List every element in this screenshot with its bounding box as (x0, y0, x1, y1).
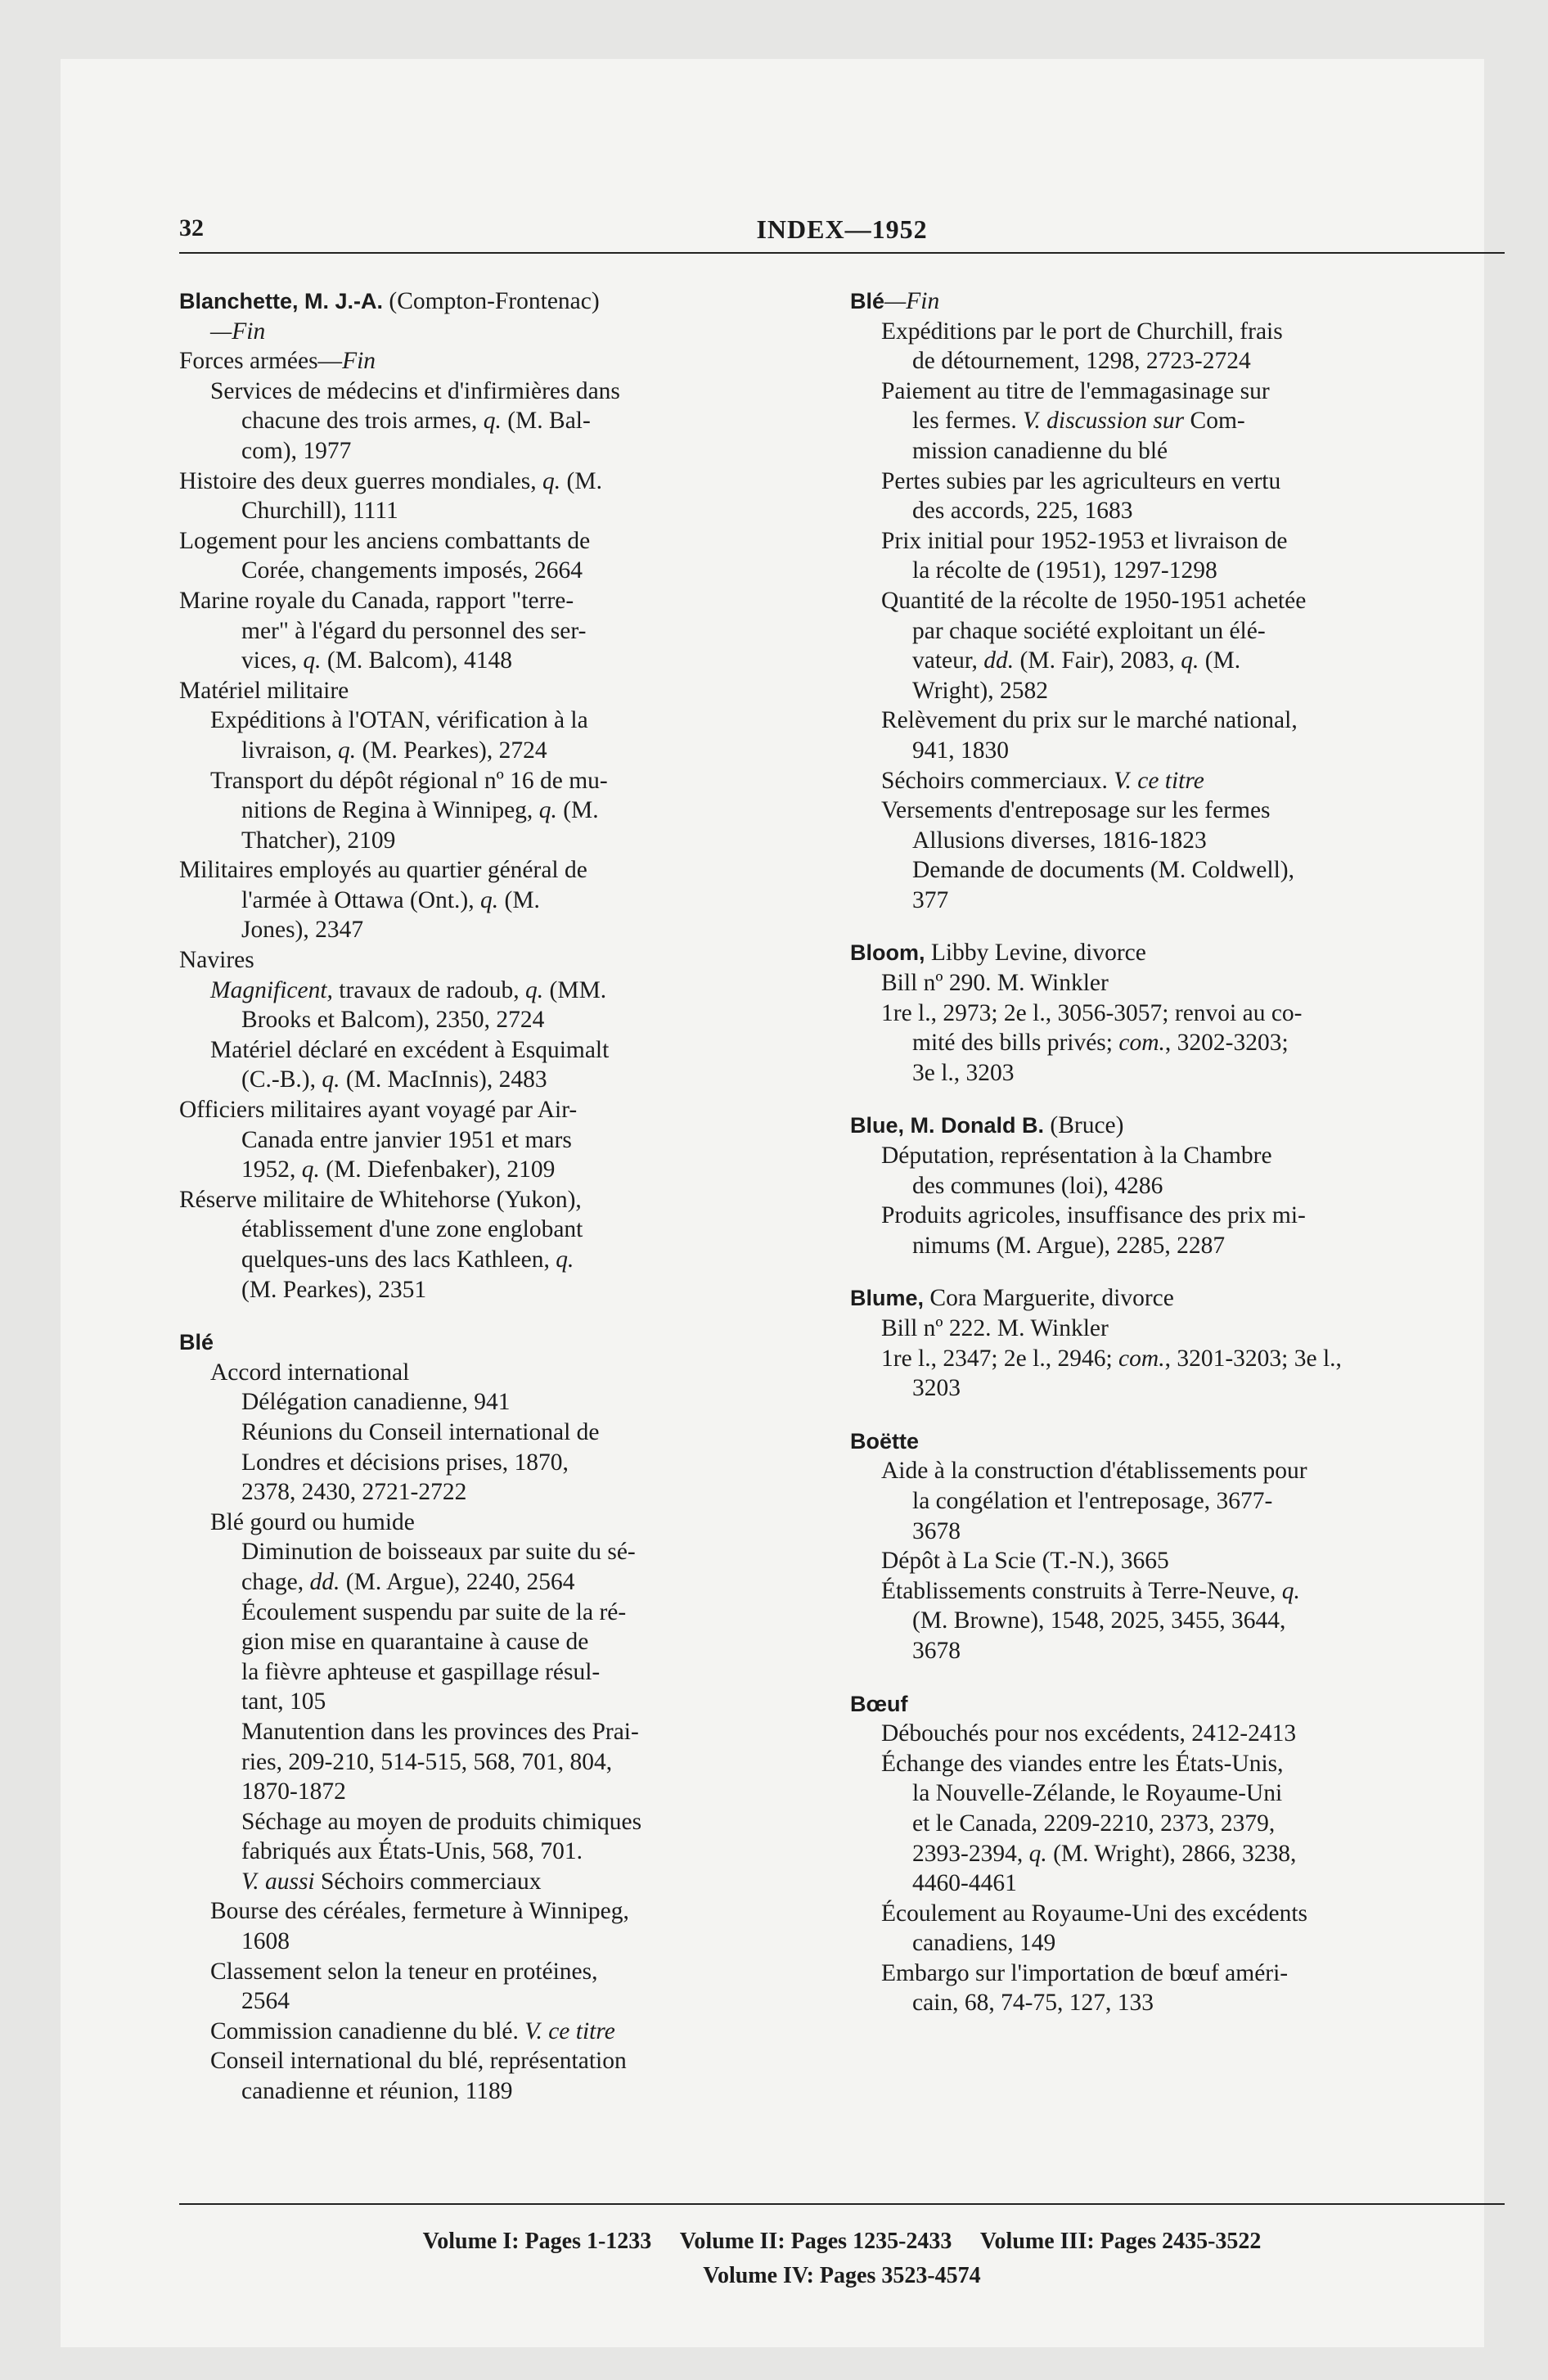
index-entry-line (179, 1448, 817, 1478)
index-entry-line (179, 556, 817, 586)
index-heading-line (179, 855, 817, 886)
index-entry-text: quelques-uns des lacs Kathleen, (241, 1246, 556, 1273)
index-entry-text: Cora Marguerite, divorce (924, 1285, 1174, 1312)
index-entry-text: Diminution de boisseaux par suite du sé- (241, 1539, 636, 1566)
index-entry-line (179, 1687, 817, 1717)
footer-line-2: Volume IV: Pages 3523-4574 (703, 2263, 981, 2288)
index-entry-text: Séchoirs commerciaux. (881, 767, 1114, 794)
index-entry-text: Séchage au moyen de produits chimiques (241, 1808, 642, 1835)
index-entry-text: chage, (241, 1568, 310, 1595)
index-entry-line (179, 616, 817, 647)
index-entry-text: Réunions du Conseil international de (241, 1418, 600, 1445)
index-entry-text: Paiement au titre de l'emmagasinage sur (881, 377, 1270, 404)
index-entry-line (850, 1231, 1505, 1261)
index-entry-text: 1608 (241, 1928, 290, 1955)
index-entry-line (179, 1418, 817, 1448)
index-entry-text: Libby Levine, divorce (925, 940, 1146, 967)
index-heading-text: Blume, (850, 1286, 925, 1311)
index-entry-text: nimums (M. Argue), 2285, 2287 (912, 1232, 1226, 1259)
index-entry-line (179, 1867, 817, 1897)
index-entry-line (850, 1606, 1505, 1636)
index-entry-line (179, 736, 817, 766)
index-entry-text: q. (1181, 647, 1199, 674)
index-entry-text: mer" à l'égard du personnel des ser- (241, 617, 587, 644)
index-heading-text: Bloom, (850, 940, 925, 966)
right-column (850, 286, 1505, 2018)
footer-line-1: Volume I: Pages 1-1233 Volume II: Pages 1235-2433 Volume III: Pages 2435-3522 (422, 2229, 1262, 2254)
index-entry-text: —Fin (884, 288, 940, 314)
index-heading-line (850, 1111, 1505, 1141)
index-entry-text: 2564 (241, 1988, 290, 2015)
entry-gap (850, 1088, 1505, 1111)
index-entry-text: nitions de Regina à Winnipeg, (241, 797, 539, 824)
index-entry-text: la congélation et l'entreposage, 3677- (912, 1487, 1273, 1514)
index-entry-text: Marine royale du Canada, rapport "terre- (179, 587, 574, 614)
index-entry-line (850, 1546, 1505, 1576)
index-entry-line (850, 1778, 1505, 1809)
index-entry-line (850, 1868, 1505, 1899)
index-entry-text: q. (338, 737, 357, 764)
index-entry-text: (M. Wright), 2866, 3238, (1046, 1840, 1297, 1867)
index-entry-text: canadienne et réunion, 1189 (241, 2078, 513, 2105)
index-entry-text: 3678 (912, 1637, 961, 1664)
index-entry-text: Com- (1184, 408, 1245, 435)
index-entry-text: (M. MacInnis), 2483 (340, 1066, 547, 1093)
index-entry-line (179, 915, 817, 945)
index-entry-line (850, 705, 1505, 736)
index-entry-text: (C.-B.), (241, 1066, 322, 1093)
index-entry-text: Navires (179, 947, 254, 974)
index-entry-text: Séchoirs commerciaux (314, 1868, 542, 1895)
index-entry-text: Fin (342, 348, 376, 375)
index-heading-text: Blanchette, M. J.-A. (179, 289, 384, 313)
index-entry-text: (M. Argue), 2240, 2564 (340, 1568, 575, 1595)
index-entry-line (179, 1986, 817, 2017)
index-entry-line (179, 1657, 817, 1688)
index-entry-line (850, 556, 1505, 586)
index-entry-line (179, 1717, 817, 1747)
index-entry-text: Produits agricoles, insuffisance des prix mi- (881, 1202, 1306, 1229)
index-entry-line (850, 646, 1505, 676)
index-entry-line (179, 317, 817, 347)
index-entry-text: (M. Fair), 2083, (1014, 647, 1181, 674)
index-entry-text: V. aussi (241, 1868, 315, 1895)
index-entry-text: , 3202-3203; (1164, 1030, 1289, 1057)
index-entry-text: Bill nº 290. M. Winkler (881, 970, 1109, 997)
index-entry-text: Dépôt à La Scie (T.-N.), 3665 (881, 1548, 1169, 1575)
index-entry-text: dd. (309, 1568, 340, 1595)
index-entry-text: q. (322, 1066, 340, 1093)
index-entry-line (850, 676, 1505, 706)
index-entry-text: (MM. (543, 976, 607, 1003)
index-entry-line (850, 1928, 1505, 1959)
index-entry-text: Relèvement du prix sur le marché national, (881, 707, 1298, 734)
index-entry-line (850, 1171, 1505, 1201)
index-entry-text: q. (556, 1246, 574, 1273)
index-entry-text: q. (483, 408, 502, 435)
index-entry-text: gion mise en quarantaine à cause de (241, 1629, 589, 1656)
index-entry-text: (M. (560, 467, 602, 494)
index-entry-text: Prix initial pour 1952-1953 et livraison de (881, 527, 1288, 554)
index-entry-text: la récolte de (1951), 1297-1298 (912, 557, 1217, 584)
index-entry-text: com. (1118, 1030, 1165, 1057)
index-entry-text: Jones), 2347 (241, 917, 364, 944)
index-entry-line (850, 1058, 1505, 1089)
index-entry-text: V. discussion sur (1023, 408, 1185, 435)
index-entry-text: 1952, (241, 1156, 302, 1183)
index-entry-line (850, 1839, 1505, 1869)
index-heading-line (179, 586, 817, 616)
index-entry-text: (M. Bal- (501, 408, 591, 435)
index-entry-text: Manutention dans les provinces des Prai- (241, 1718, 639, 1745)
index-heading-line (179, 346, 817, 376)
index-entry-line (850, 346, 1505, 376)
left-column (179, 286, 817, 2107)
index-entry-text: Débouchés pour nos excédents, 2412-2413 (881, 1720, 1297, 1747)
index-entry-line (850, 1988, 1505, 2018)
index-entry-line (850, 436, 1505, 467)
index-heading-text: Blue, M. Donald B. (850, 1113, 1045, 1138)
index-entry-text: Services de médecins et d'infirmières dans (210, 377, 620, 404)
index-entry-text: com), 1977 (241, 437, 352, 464)
index-entry-line (850, 736, 1505, 766)
index-entry-line (850, 586, 1505, 616)
index-page (179, 206, 1505, 2334)
index-entry-text: (Compton-Frontenac) (383, 288, 600, 314)
index-entry-line (850, 1456, 1505, 1486)
index-entry-text: (M. Balcom), 4148 (321, 647, 513, 674)
index-entry-line (179, 496, 817, 526)
index-entry-line (179, 1245, 817, 1275)
index-entry-line (850, 886, 1505, 916)
index-entry-line (850, 796, 1505, 826)
index-entry-text: établissement d'une zone englobant (241, 1216, 583, 1243)
index-entry-line (179, 406, 817, 436)
index-entry-text: ries, 209-210, 514-515, 568, 701, 804, (241, 1748, 613, 1775)
index-entry-line (179, 1508, 817, 1538)
index-entry-text: q. (480, 886, 499, 913)
index-entry-text: Wright), 2582 (912, 677, 1048, 704)
index-entry-text: —Fin (210, 318, 266, 345)
index-entry-text: Bourse des céréales, fermeture à Winnipeg, (210, 1898, 629, 1925)
index-entry-text: q. (1028, 1840, 1047, 1867)
index-entry-line (850, 998, 1505, 1029)
index-entry-text: Quantité de la récolte de 1950-1951 achetée (881, 587, 1307, 614)
index-entry-line (179, 1957, 817, 1987)
index-entry-text: q. (525, 976, 544, 1003)
index-entry-line (179, 1215, 817, 1245)
running-header (179, 214, 1505, 255)
index-entry-line (850, 496, 1505, 526)
index-heading-line (850, 1689, 1505, 1720)
index-entry-text: com. (1118, 1345, 1165, 1372)
index-entry-text: 1re l., 2973; 2e l., 3056-3057; renvoi au co- (881, 999, 1303, 1026)
index-entry-line (179, 1747, 817, 1778)
index-entry-text: Churchill), 1111 (241, 498, 398, 525)
index-entry-text: Aide à la construction d'établissements pour (881, 1458, 1307, 1485)
index-entry-text: Militaires employés au quartier général de (179, 857, 587, 884)
index-entry-text: Londres et décisions prises, 1870, (241, 1449, 569, 1476)
index-heading-line (179, 1095, 817, 1125)
index-entry-line (850, 1028, 1505, 1058)
index-entry-text: 1870-1872 (241, 1778, 346, 1805)
page-title: INDEX—1952 (756, 214, 928, 244)
index-heading-line (850, 1283, 1505, 1314)
index-entry-line (850, 1899, 1505, 1929)
index-entry-text: vateur, (912, 647, 984, 674)
index-entry-line (850, 1809, 1505, 1839)
index-heading-line (850, 1427, 1505, 1457)
index-entry-text: livraison, (241, 737, 338, 764)
index-entry-line (850, 1719, 1505, 1749)
index-heading-text: Boëtte (850, 1428, 920, 1454)
index-entry-text: V. ce titre (1114, 767, 1204, 794)
entry-gap (850, 1666, 1505, 1689)
index-entry-text: Pertes subies par les agriculteurs en vertu (881, 467, 1281, 494)
index-entry-line (179, 1125, 817, 1156)
index-entry-text: canadiens, 149 (912, 1930, 1056, 1957)
index-heading-text: Bœuf (850, 1691, 908, 1716)
index-entry-line (179, 705, 817, 736)
index-entry-text: chacune des trois armes, (241, 408, 484, 435)
page-number: 32 (179, 214, 204, 241)
index-heading-line (179, 467, 817, 497)
index-entry-text: Écoulement suspendu par suite de la ré- (241, 1598, 627, 1625)
index-entry-text: par chaque société exploitant un élé- (912, 617, 1266, 644)
entry-gap (850, 1260, 1505, 1283)
page-sheet (61, 59, 1484, 2347)
index-entry-line (850, 855, 1505, 886)
index-heading-line (179, 286, 817, 317)
index-entry-line (179, 436, 817, 467)
index-entry-text: Thatcher), 2109 (241, 827, 396, 854)
index-entry-line (179, 1155, 817, 1185)
index-entry-line (850, 1576, 1505, 1607)
index-entry-text: (M. Browne), 1548, 2025, 3455, 3644, (912, 1607, 1286, 1634)
index-entry-text: 3678 (912, 1517, 961, 1544)
index-entry-text: 4460-4461 (912, 1870, 1017, 1897)
index-entry-line (850, 826, 1505, 856)
index-entry-text: Officiers militaires ayant voyagé par Air- (179, 1097, 578, 1124)
index-entry-line (179, 796, 817, 826)
index-entry-line (179, 2076, 817, 2107)
entry-gap (850, 915, 1505, 938)
index-entry-text: Commission canadienne du blé. (210, 2017, 525, 2044)
index-entry-text: travaux de radoub, (332, 976, 526, 1003)
index-entry-text: 941, 1830 (912, 737, 1009, 764)
index-entry-text: q. (303, 647, 322, 674)
index-entry-line (179, 1387, 817, 1418)
index-entry-line (850, 1636, 1505, 1666)
index-entry-text: V. ce titre (524, 2017, 615, 2044)
index-entry-line (179, 1035, 817, 1066)
index-entry-line (850, 526, 1505, 557)
index-entry-text: (Bruce) (1044, 1112, 1124, 1139)
index-entry-text: Blé gourd ou humide (210, 1508, 415, 1535)
index-entry-text: Bill nº 222. M. Winkler (881, 1315, 1109, 1341)
index-entry-text: (M. (498, 886, 540, 913)
index-entry-text: 2378, 2430, 2721-2722 (241, 1479, 467, 1506)
index-entry-line (179, 2017, 817, 2047)
volume-footer (179, 2224, 1505, 2293)
index-entry-text: 1re l., 2347; 2e l., 2946; (881, 1345, 1119, 1372)
index-entry-line (179, 1627, 817, 1657)
index-entry-line (850, 968, 1505, 998)
index-heading-line (179, 945, 817, 976)
index-entry-line (850, 766, 1505, 796)
index-entry-text: Histoire des deux guerres mondiales, (179, 467, 543, 494)
index-entry-text: Transport du dépôt régional nº 16 de mu- (210, 767, 608, 794)
index-entry-line (850, 1344, 1505, 1374)
index-entry-text: Matériel déclaré en excédent à Esquimalt (210, 1036, 610, 1063)
index-entry-text: mission canadienne du blé (912, 437, 1168, 464)
index-entry-text: Forces armées— (179, 348, 343, 375)
index-entry-line (179, 2046, 817, 2076)
index-entry-text: Expéditions par le port de Churchill, frais (881, 318, 1283, 345)
index-entry-text: Députation, représentation à la Chambre (881, 1143, 1272, 1170)
index-entry-line (179, 826, 817, 856)
index-entry-text: 3e l., 3203 (912, 1059, 1015, 1086)
index-heading-line (850, 286, 1505, 317)
index-entry-text: vices, (241, 647, 304, 674)
index-entry-line (850, 1373, 1505, 1404)
index-entry-text: la Nouvelle-Zélande, le Royaume-Uni (912, 1780, 1283, 1807)
index-entry-text: Demande de documents (M. Coldwell), (912, 857, 1294, 884)
entry-gap (179, 1305, 817, 1327)
index-entry-text: Logement pour les anciens combattants de (179, 527, 591, 554)
index-entry-text: fabriqués aux États-Unis, 568, 701. (241, 1838, 583, 1865)
index-entry-text: Écoulement au Royaume-Uni des excédents (881, 1900, 1307, 1927)
index-entry-line (850, 1959, 1505, 1989)
index-entry-text: Matériel militaire (179, 677, 349, 704)
index-entry-text: Délégation canadienne, 941 (241, 1389, 511, 1416)
entry-gap (850, 1404, 1505, 1427)
index-entry-line (179, 1777, 817, 1807)
index-entry-text: 2393-2394, (912, 1840, 1029, 1867)
index-entry-line (179, 1598, 817, 1628)
index-entry-text: de détournement, 1298, 2723-2724 (912, 348, 1251, 375)
index-entry-line (850, 317, 1505, 347)
footer-rule (179, 2203, 1505, 2205)
index-entry-text: q. (301, 1156, 320, 1183)
index-entry-text: (M. (556, 797, 599, 824)
index-entry-text: dd. (983, 647, 1015, 674)
index-entry-text: Versements d'entreposage sur les fermes (881, 797, 1271, 824)
index-entry-line (179, 1358, 817, 1388)
index-entry-line (179, 1927, 817, 1957)
index-entry-text: Embargo sur l'importation de bœuf améri- (881, 1959, 1289, 1986)
index-entry-text: q. (542, 467, 561, 494)
header-rule (179, 252, 1505, 254)
index-entry-line (179, 1537, 817, 1567)
index-entry-line (850, 406, 1505, 436)
index-entry-text: mité des bills privés; (912, 1030, 1119, 1057)
index-entry-text: des accords, 225, 1683 (912, 498, 1133, 525)
index-heading-line (179, 676, 817, 706)
index-entry-line (179, 1807, 817, 1837)
index-entry-text: Brooks et Balcom), 2350, 2724 (241, 1007, 545, 1034)
index-entry-line (179, 766, 817, 796)
index-heading-line (179, 1327, 817, 1358)
index-entry-text: (M. Diefenbaker), 2109 (319, 1156, 556, 1183)
index-entry-line (850, 1314, 1505, 1344)
index-entry-line (179, 886, 817, 916)
index-entry-text: Allusions diverses, 1816-1823 (912, 827, 1207, 854)
index-entry-line (179, 1005, 817, 1035)
index-entry-text: (M. Pearkes), 2351 (241, 1276, 427, 1303)
index-entry-text: Corée, changements imposés, 2664 (241, 557, 583, 584)
index-entry-line (179, 646, 817, 676)
index-entry-line (179, 1477, 817, 1508)
index-entry-line (850, 1201, 1505, 1231)
index-entry-text: Expéditions à l'OTAN, vérification à la (210, 707, 588, 734)
index-entry-text: Canada entre janvier 1951 et mars (241, 1126, 572, 1153)
index-entry-text: q. (1281, 1577, 1300, 1604)
index-entry-line (850, 1749, 1505, 1779)
index-entry-line (850, 1141, 1505, 1171)
index-heading-text: Blé (179, 1330, 214, 1355)
index-entry-text: l'armée à Ottawa (Ont.), (241, 886, 480, 913)
index-entry-text: q. (538, 797, 557, 824)
index-entry-text: 3203 (912, 1375, 961, 1402)
index-entry-line (850, 616, 1505, 647)
index-entry-line (850, 376, 1505, 407)
index-heading-line (850, 938, 1505, 968)
index-entry-line (179, 1065, 817, 1095)
index-entry-text: tant, 105 (241, 1688, 326, 1715)
index-entry-text: les fermes. (912, 408, 1024, 435)
index-entry-text: 377 (912, 886, 949, 913)
index-entry-line (850, 1486, 1505, 1517)
index-heading-line (179, 1185, 817, 1215)
index-heading-text: Blé (850, 289, 885, 313)
index-entry-text: des communes (loi), 4286 (912, 1172, 1163, 1199)
index-entry-text: (M. (1199, 647, 1241, 674)
index-entry-text: Accord international (210, 1359, 410, 1386)
index-entry-text: Classement selon la teneur en protéines, (210, 1958, 598, 1985)
index-entry-line (179, 1896, 817, 1927)
index-entry-text: la fièvre aphteuse et gaspillage résul- (241, 1658, 601, 1685)
index-heading-line (179, 526, 817, 557)
index-entry-line (179, 1837, 817, 1867)
index-entry-line (179, 376, 817, 407)
index-entry-line (179, 976, 817, 1006)
index-entry-text: Conseil international du blé, représentation (210, 2048, 627, 2075)
index-entry-text: (M. Pearkes), 2724 (356, 737, 547, 764)
index-entry-text: , 3201-3203; 3e l., (1164, 1345, 1342, 1372)
index-entry-text: cain, 68, 74-75, 127, 133 (912, 1990, 1154, 2017)
index-entry-text: Réserve militaire de Whitehorse (Yukon), (179, 1186, 582, 1213)
index-entry-text: Établissements construits à Terre-Neuve, (881, 1577, 1282, 1604)
index-entry-text: et le Canada, 2209-2210, 2373, 2379, (912, 1810, 1276, 1837)
index-entry-text: Échange des viandes entre les États-Unis, (881, 1750, 1284, 1777)
index-entry-text: Magnificent, (210, 976, 333, 1003)
index-entry-line (850, 1517, 1505, 1547)
index-entry-line (179, 1275, 817, 1305)
index-entry-line (850, 467, 1505, 497)
index-entry-line (179, 1567, 817, 1598)
